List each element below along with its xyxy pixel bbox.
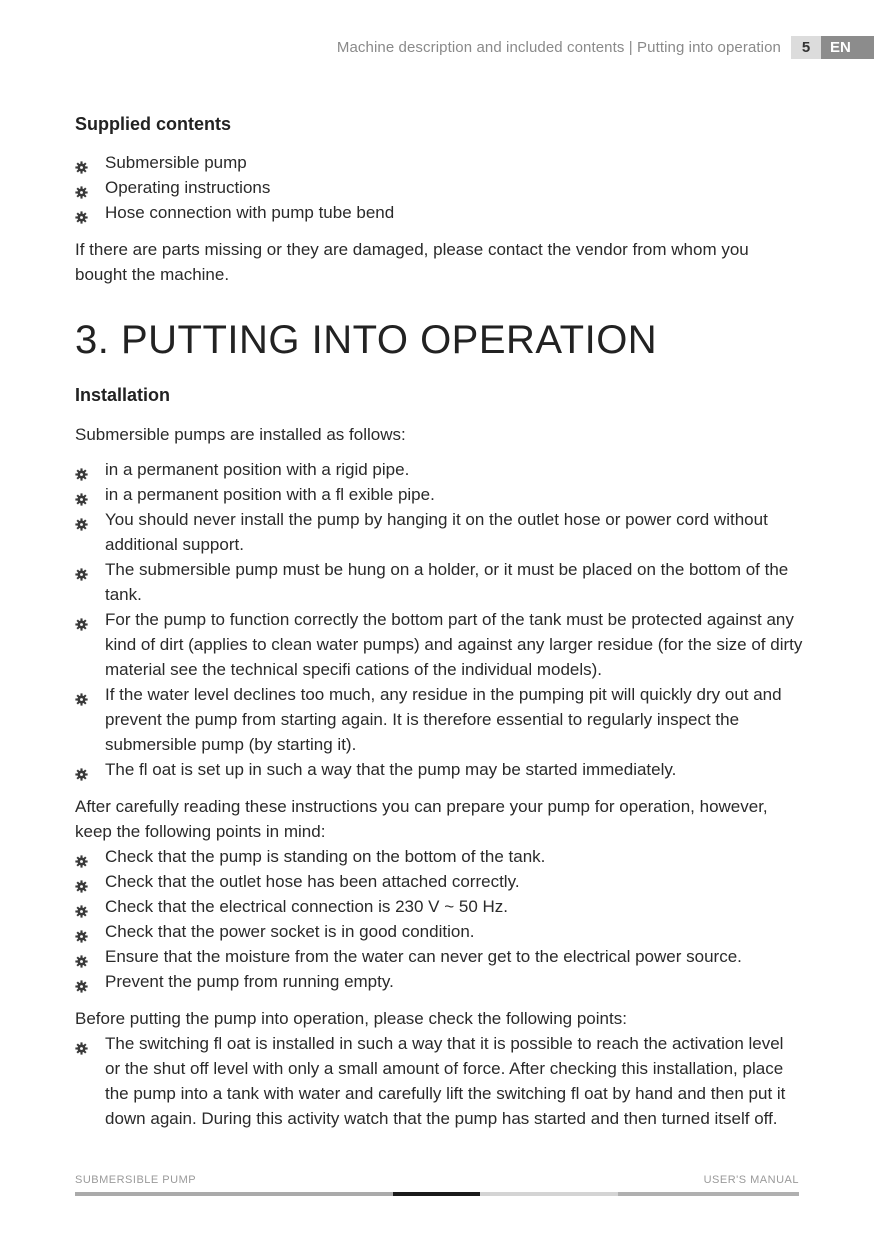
list-item [75, 869, 803, 894]
list-item [75, 175, 803, 200]
gear-bullet-icon [75, 563, 88, 576]
list-item [75, 200, 803, 225]
installation-heading: Installation [75, 385, 171, 405]
gear-bullet-icon [75, 1037, 88, 1050]
list-item [75, 682, 803, 757]
list-item-text: The switching fl oat is installed in such a way that it is possible to reach the activation level or the shut off level with only a small amount of force. After checking this installation, place the pump into a tank with water and carefully lift the switching fl oat by hand and then put it down again. During this activity watch that the pump has started and then turned itself off. [105, 1034, 786, 1128]
before-operation-list [75, 1031, 803, 1131]
list-item-text: Check that the power socket is in good condition. [105, 922, 475, 941]
list-item-text: Ensure that the moisture from the water can never get to the electrical power source. [105, 947, 742, 966]
list-item-text: Hose connection with pump tube bend [105, 203, 395, 222]
gear-bullet-icon [75, 925, 88, 938]
supplied-contents-list [75, 150, 803, 225]
chapter-title: 3. PUTTING INTO OPERATION [75, 318, 658, 362]
footer-bar-segment-4 [618, 1192, 799, 1196]
gear-bullet-icon [75, 688, 88, 701]
list-item-text: For the pump to function correctly the bottom part of the tank must be protected against any kind of dirt (applies to clean water pumps) and against any larger residue (for the size of dirty material see the technical specifi cations of the individual models). [105, 610, 803, 679]
list-item-text: Check that the outlet hose has been attached correctly. [105, 872, 520, 891]
gear-bullet-icon [75, 156, 88, 169]
gear-bullet-icon [75, 975, 88, 988]
list-item [75, 457, 803, 482]
list-item [75, 894, 803, 919]
list-item-text: You should never install the pump by hanging it on the outlet hose or power cord without additional support. [105, 510, 768, 554]
list-item [75, 944, 803, 969]
list-item-text: Prevent the pump from running empty. [105, 972, 394, 991]
gear-bullet-icon [75, 613, 88, 626]
list-item [75, 969, 803, 994]
list-item-text: The fl oat is set up in such a way that the pump may be started immediately. [105, 760, 677, 779]
gear-bullet-icon [75, 181, 88, 194]
footer-product-name: SUBMERSIBLE PUMP [75, 1174, 197, 1186]
list-item [75, 919, 803, 944]
footer-bar-segment-3 [480, 1192, 618, 1196]
gear-bullet-icon [75, 950, 88, 963]
list-item [75, 150, 803, 175]
footer-document-type: USER'S MANUAL [703, 1174, 799, 1186]
installation-list [75, 457, 803, 782]
list-item-text: in a permanent position with a fl exible pipe. [105, 485, 435, 504]
gear-bullet-icon [75, 513, 88, 526]
list-item-text: Operating instructions [105, 178, 271, 197]
list-item-text: The submersible pump must be hung on a holder, or it must be placed on the bottom of the tank. [105, 560, 789, 604]
header-section-title: Machine description and included contents | Putting into operation [336, 39, 781, 56]
list-item [75, 1031, 803, 1131]
preparation-list [75, 844, 803, 994]
page-header [337, 36, 874, 59]
footer-bar-segment-2 [393, 1192, 480, 1196]
footer-bar-segment-1 [75, 1192, 393, 1196]
gear-bullet-icon [75, 875, 88, 888]
before-operation-intro: Before putting the pump into operation, please check the following points: [75, 1009, 627, 1028]
language-tag: EN [821, 36, 874, 59]
gear-bullet-icon [75, 206, 88, 219]
gear-bullet-icon [75, 763, 88, 776]
list-item [75, 844, 803, 869]
gear-bullet-icon [75, 900, 88, 913]
page-number: 5 [791, 36, 821, 59]
gear-bullet-icon [75, 488, 88, 501]
list-item [75, 607, 803, 682]
list-item [75, 482, 803, 507]
list-item-text: in a permanent position with a rigid pipe. [105, 460, 410, 479]
gear-bullet-icon [75, 850, 88, 863]
list-item-text: Check that the electrical connection is 230 V ~ 50 Hz. [105, 897, 509, 916]
missing-parts-note: If there are parts missing or they are damaged, please contact the vendor from whom you bought the machine. [75, 240, 749, 284]
list-item [75, 757, 803, 782]
preparation-intro: After carefully reading these instructions you can prepare your pump for operation, however, keep the following points in mind: [75, 797, 768, 841]
list-item-text: Check that the pump is standing on the bottom of the tank. [105, 847, 546, 866]
list-item [75, 507, 803, 557]
supplied-contents-heading: Supplied contents [75, 114, 232, 134]
list-item-text: Submersible pump [105, 153, 247, 172]
gear-bullet-icon [75, 463, 88, 476]
installation-intro: Submersible pumps are installed as follows: [75, 425, 406, 444]
list-item-text: If the water level declines too much, any residue in the pumping pit will quickly dry out and prevent the pump from starting again. It is therefore essential to regularly inspect the submersible pump (by starting it). [105, 685, 782, 754]
list-item [75, 557, 803, 607]
